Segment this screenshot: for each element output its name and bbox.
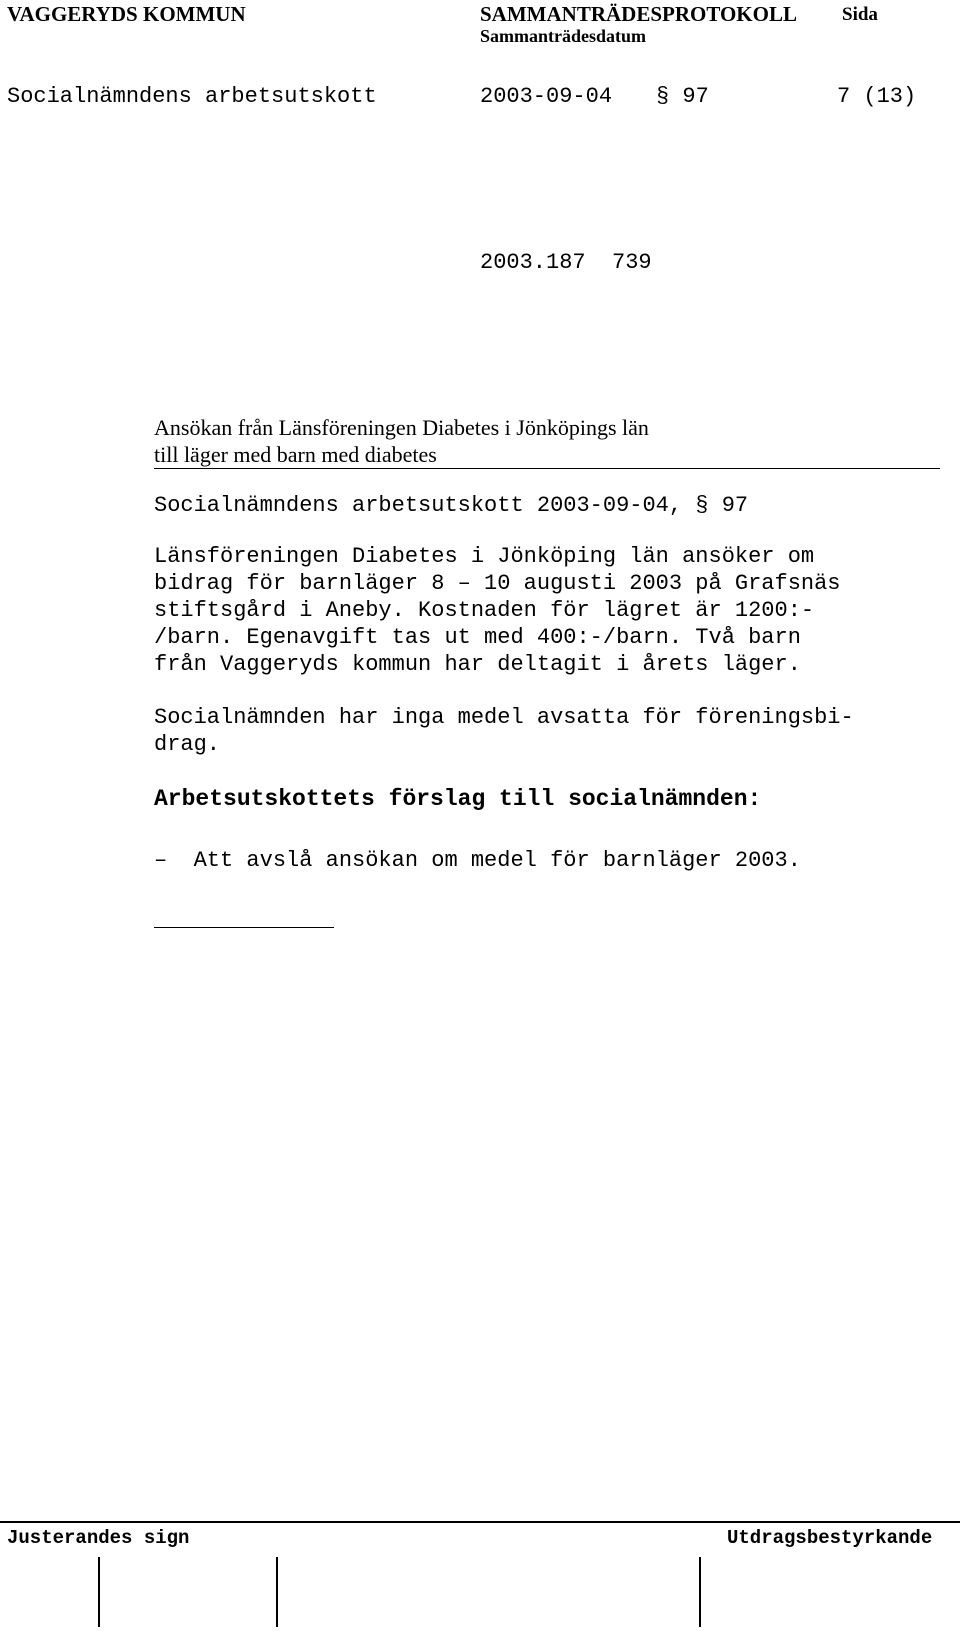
committee-name: Socialnämndens arbetsutskott [7,84,377,109]
case-title-line-2: till läger med barn med diabetes [154,442,437,467]
body-paragraph-1 [154,543,841,678]
paragraph-line: bidrag för barnläger 8 – 10 augusti 2003 på Grafsnäs [154,571,841,596]
paragraph-line: från Vaggeryds kommun har deltagit i årets läger. [154,652,801,677]
meeting-date: 2003-09-04 [480,84,613,109]
title-underline [154,468,940,469]
paragraph-line: stiftsgård i Aneby. Kostnaden för lägret är 1200:- [154,598,815,623]
signature-box-divider [699,1557,701,1627]
justerandes-sign-label: Justerandes sign [7,1527,190,1549]
body-paragraph-2 [154,704,854,758]
paragraph-line: Socialnämnden har inga medel avsatta för föreningsbi- [154,705,854,730]
case-reference: 2003.187 739 [480,250,652,275]
proposal-heading: Arbetsutskottets förslag till socialnämnden: [154,786,762,812]
paragraph-line: /barn. Egenavgift tas ut med 400:-/barn. Två barn [154,625,801,650]
document-type: SAMMANTRÄDESPROTOKOLL [480,2,797,26]
utdragsbestyrkande-label: Utdragsbestyrkande [727,1527,933,1549]
case-title-line-1: Ansökan från Länsföreningen Diabetes i Jönköpings län [154,415,649,440]
signature-box-divider [276,1557,278,1627]
end-rule [154,927,334,928]
paragraph-line: drag. [154,732,221,757]
meeting-date-label: Sammanträdesdatum [480,26,647,46]
section-reference-line: Socialnämndens arbetsutskott 2003-09-04, § 97 [154,493,749,518]
paragraph-line: Länsföreningen Diabetes i Jönköping län ansöker om [154,544,815,569]
municipality-name: VAGGERYDS KOMMUN [7,2,246,26]
section-number: § 97 [656,84,709,109]
page-label: Sida [842,4,878,25]
decision-item: – Att avslå ansökan om medel för barnläger 2003. [154,848,801,873]
page-number: 7 (13) [837,84,917,109]
signature-box-divider [98,1557,100,1627]
footer-rule [0,1521,960,1523]
